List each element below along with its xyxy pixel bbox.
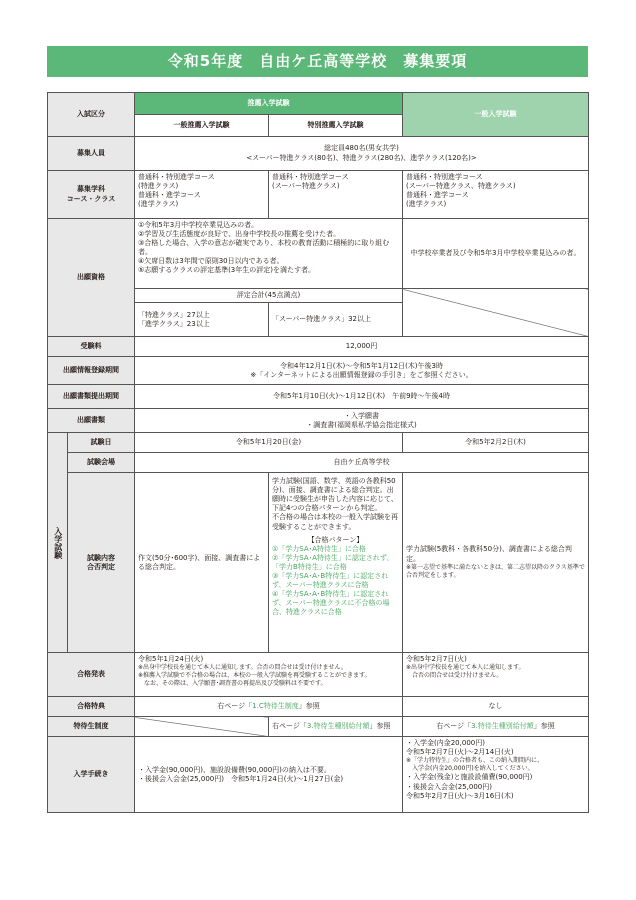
ippan-header: 一般入学試験	[403, 93, 589, 137]
kijun-tokubetsu: 「スーパー特進クラス」32以上	[269, 303, 403, 337]
shikaku-suisen: ①令和5年3月中学校卒業見込みの者。 ②学習及び生活態度が良好で、出身中学校長の推薦を受けた者。 ③合格した場合、入学の意志が確実であり、本校の教育活動に積極的に取り組む者。 ④欠席日数は3年間で原則30日以内である者。 ⑤志願するクラスの評定基準(3年生の評定)を満たす者。	[135, 219, 403, 289]
tokutaisei-tokubetsu: 右ページ「3.特待生種別給付額」参照	[269, 717, 403, 737]
pattern-1: ①「学力SA･A特待生」に合格	[272, 544, 366, 553]
content-ippan-suisen: 作文(50分･600字)、面接、調査書による総合判定。	[135, 473, 269, 653]
content-ippan	[403, 473, 589, 653]
shikaku-ippan: 中学校卒業者及び令和5年3月中学校卒業見込みの者。	[403, 219, 589, 289]
gakka-ippan-suisen: 普通科・特別進学コース (特進クラス) 普通科・進学コース (進学クラス)	[135, 171, 269, 219]
boshu-label: 募集人員	[48, 137, 135, 171]
pattern-title: 【合格パターン】	[307, 535, 364, 544]
juken-value: 12,000円	[135, 337, 589, 357]
suisen-header: 推薦入学試験	[135, 93, 403, 115]
tokutaisei-label: 特待生制度	[48, 717, 135, 737]
content-tokubetsu-text: 学力試験(国語、数学、英語の各教科50分)、面接、調査書による総合判定。出願時に受験生が申告した内容に応じて、下記4つの合格パターンから判定。 不合格の場合は本校の一般入学試験を再受験することができます。	[272, 477, 398, 531]
tetsuzuki-label: 入学手続き	[48, 737, 135, 813]
nyushi-label: 入学試験	[48, 433, 68, 653]
tetsuzuki-ippan-2: ・入学金(残金)と施設設備費(90,000円) ・後援会入会金(25,000円) 令和5年2月7日(火)～3月16日(木)	[406, 773, 533, 800]
page-title: 令和5年度 自由ケ丘高等学校 募集要項	[47, 46, 588, 77]
shorui-label: 出願書類	[48, 409, 135, 433]
venue-value: 自由ケ丘高等学校	[135, 453, 589, 473]
content-label: 試験内容 合否判定	[68, 473, 135, 653]
pattern-2: ②「学力SA･A特待生」に認定されず、「学力B特待生」に合格	[272, 553, 394, 571]
shiken-date-suisen: 令和5年1月20日(金)	[135, 433, 403, 453]
shikaku-label: 出願資格	[48, 219, 135, 337]
shikaku-empty-cell	[403, 289, 589, 337]
teishutsu-label: 出願書類提出期間	[48, 385, 135, 409]
pattern-3: ③「学力SA･A･B特待生」に認定されず、スーパー特進クラスに合格	[272, 572, 389, 590]
happyo-suisen	[135, 653, 403, 697]
happyo-suisen-date: 令和5年1月24日(火)	[138, 655, 204, 664]
gakka-label: 募集学科 コース・クラス	[48, 171, 135, 219]
shiken-date-ippan: 令和5年2月2日(木)	[403, 433, 589, 453]
tetsuzuki-ippan	[403, 737, 589, 813]
shorui-value: ・入学願書 ・調査書(福岡県私学協会指定様式)	[135, 409, 589, 433]
happyo-label: 合格発表	[48, 653, 135, 697]
toroku-value: 令和4年12月1日(木)～令和5年1月12日(木)午後3時 ※「インターネットによる出願情報登録の手引き」をご参照ください。	[135, 357, 589, 385]
toroku-label: 出願情報登録期間	[48, 357, 135, 385]
happyo-ippan-date: 令和5年2月7日(火)	[406, 655, 467, 664]
admission-table	[47, 92, 589, 813]
tokutaisei-ippan-link[interactable]: 3.特待生種別給付額	[471, 722, 534, 731]
tokutaisei-link[interactable]: 3.特待生種別給付額	[306, 722, 370, 731]
shiken-date-label: 試験日	[68, 433, 135, 453]
tokutaisei-empty-cell	[135, 717, 269, 737]
gakka-tokubetsu: 普通科・特別進学コース (スーパー特進クラス)	[269, 171, 403, 219]
happyo-suisen-note: ※出身中学校長を通じて本人に通知します。合否の問合せは受け付けません。 ※推薦入学試験で不合格の場合は、本校の一般入学試験を再受験することができます。 なお、その際は、入学願書･調査書の再提出及び受験料は不要です。	[138, 664, 371, 688]
pattern-4: ④「学力SA･A･B特待生」に認定されず、スーパー特進クラスに不合格の場合、特進クラスに合格	[272, 590, 390, 617]
tokuten-suisen: 右ページ「1.C特待生制度」参照	[135, 697, 403, 717]
boshu-value: 総定員480名(男女共学) <スーパー特進クラス(80名)、特進クラス(280名)、進学クラス(120名)>	[135, 137, 589, 171]
tetsuzuki-ippan-note: ※「学力特待生」の合格者も、この納入期間内に、 入学金(内金20,000円)を納入してください。	[406, 757, 544, 773]
hyotei-label: 評定合計(45点満点)	[135, 289, 403, 303]
happyo-ippan-note: ※出身中学校長を通じて本人に通知します。 合否の問合せは受け付けません。	[406, 664, 525, 680]
tokubetsu-suisen-header: 特別推薦入学試験	[269, 115, 403, 137]
content-tokubetsu	[269, 473, 403, 653]
tokuten-label: 合格特典	[48, 697, 135, 717]
content-ippan-text: 学力試験(5教科・各教科50分)、調査書による総合判定。	[406, 545, 572, 563]
tetsuzuki-suisen: ・入学金(90,000円)、施設設備費(90,000円)の納入は不要。 ・後援会入会金(25,000円) 令和5年1月24日(火)～1月27日(金)	[135, 737, 403, 813]
tokuten-link[interactable]: 1.C特待生制度	[252, 702, 299, 711]
teishutsu-value: 令和5年1月10日(火)～1月12日(木) 午前9時～午後4時	[135, 385, 589, 409]
category-label: 入試区分	[48, 93, 135, 137]
content-ippan-note: ※第一志望で基準に満たないときは、第二志望以降のクラス基準で合否判定をします。	[406, 563, 585, 579]
tokutaisei-ippan: 右ページ「3.特待生種別給付額」参照	[403, 717, 589, 737]
juken-label: 受験料	[48, 337, 135, 357]
ippan-suisen-header: 一般推薦入学試験	[135, 115, 269, 137]
tokuten-ippan: なし	[403, 697, 589, 717]
tetsuzuki-ippan-1: ・入学金(内金20,000円) 令和5年2月7日(火)～2月14日(火)	[406, 739, 514, 757]
happyo-ippan	[403, 653, 589, 697]
gakka-ippan: 普通科・特別進学コース (スーパー特進クラス、特進クラス) 普通科・進学コース (進学クラス)	[403, 171, 589, 219]
kijun-ippan-suisen: 「特進クラス」27以上 「進学クラス」23以上	[135, 303, 269, 337]
venue-label: 試験会場	[68, 453, 135, 473]
